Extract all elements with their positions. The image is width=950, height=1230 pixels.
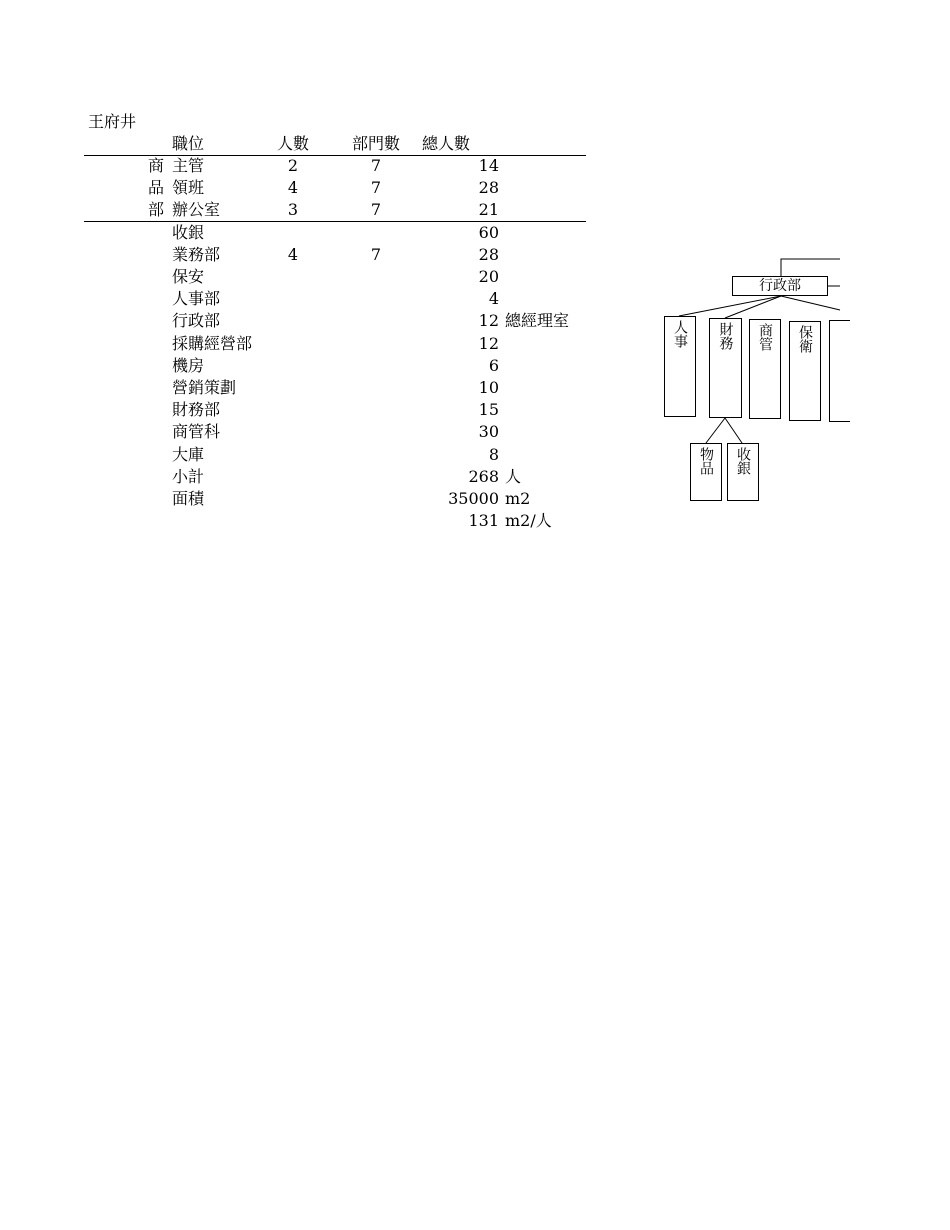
org-box-subchild [690,443,722,501]
cell-total: 12 [478,311,499,330]
cell-total: 21 [478,200,499,219]
cell-dept-count: 7 [370,156,382,175]
cell-total: 28 [478,245,499,264]
cell-total: 6 [488,356,499,375]
cell-note: 人 [505,467,522,486]
org-box-child [749,319,781,419]
cell-position: 機房 [172,356,205,375]
header-total: 總人數 [422,134,471,153]
cell-total: 131 [468,511,499,530]
cell-position: 營銷策劃 [172,378,237,397]
cell-position: 採購經營部 [172,334,253,353]
cell-count: 4 [287,178,299,197]
cell-position: 面積 [172,489,205,508]
sheet-title: 王府井 [88,112,137,131]
cell-position: 商管科 [172,422,221,441]
cell-total: 35000 [448,489,499,508]
header-count: 人數 [276,134,309,153]
org-child-label: 人事 [672,320,688,348]
cell-position: 業務部 [172,245,221,264]
org-child-label: 商管 [757,323,773,351]
cell-position: 主管 [172,156,205,175]
header-position: 職位 [172,134,205,153]
cell-position: 收銀 [172,223,205,242]
org-box-child-clipped [829,320,850,422]
cell-total: 15 [478,400,499,419]
cell-position: 大庫 [172,445,205,464]
group-label-char: 品 [147,178,164,197]
org-box-subchild [727,443,759,501]
cell-position: 小計 [172,467,205,486]
cell-count: 2 [287,156,299,175]
cell-total: 10 [478,378,499,397]
group-label-char: 商 [147,156,164,175]
cell-position: 保安 [172,267,205,286]
cell-count: 4 [287,245,299,264]
org-box-child [789,321,821,421]
org-box-child [709,318,742,418]
cell-position: 人事部 [172,289,221,308]
cell-total: 60 [478,223,499,242]
cell-dept-count: 7 [370,200,382,219]
cell-note: m2 [505,489,531,508]
org-child-label: 保衛 [797,325,813,353]
org-subchild-label: 物品 [698,447,714,475]
cell-total: 20 [478,267,499,286]
org-child-label: 財務 [717,322,734,350]
cell-dept-count: 7 [370,178,382,197]
org-box-child [664,316,696,417]
cell-position: 行政部 [172,311,221,330]
org-parent-label: 行政部 [759,278,801,294]
cell-position: 財務部 [172,400,221,419]
group-label-char: 部 [147,200,164,219]
cell-note: m2/人 [505,511,552,530]
cell-total: 12 [478,334,499,353]
cell-total: 268 [468,467,499,486]
cell-total: 8 [488,445,499,464]
cell-dept-count: 7 [370,245,382,264]
cell-total: 30 [478,422,499,441]
cell-position: 領班 [172,178,205,197]
org-box-parent [732,276,828,296]
header-dept-count: 部門數 [351,134,400,153]
cell-note: 總經理室 [505,311,570,330]
org-subchild-label: 收銀 [735,447,751,475]
cell-total: 28 [478,178,499,197]
cell-total: 14 [478,156,499,175]
cell-position: 辦公室 [172,200,221,219]
cell-total: 4 [488,289,499,308]
cell-count: 3 [287,200,299,219]
